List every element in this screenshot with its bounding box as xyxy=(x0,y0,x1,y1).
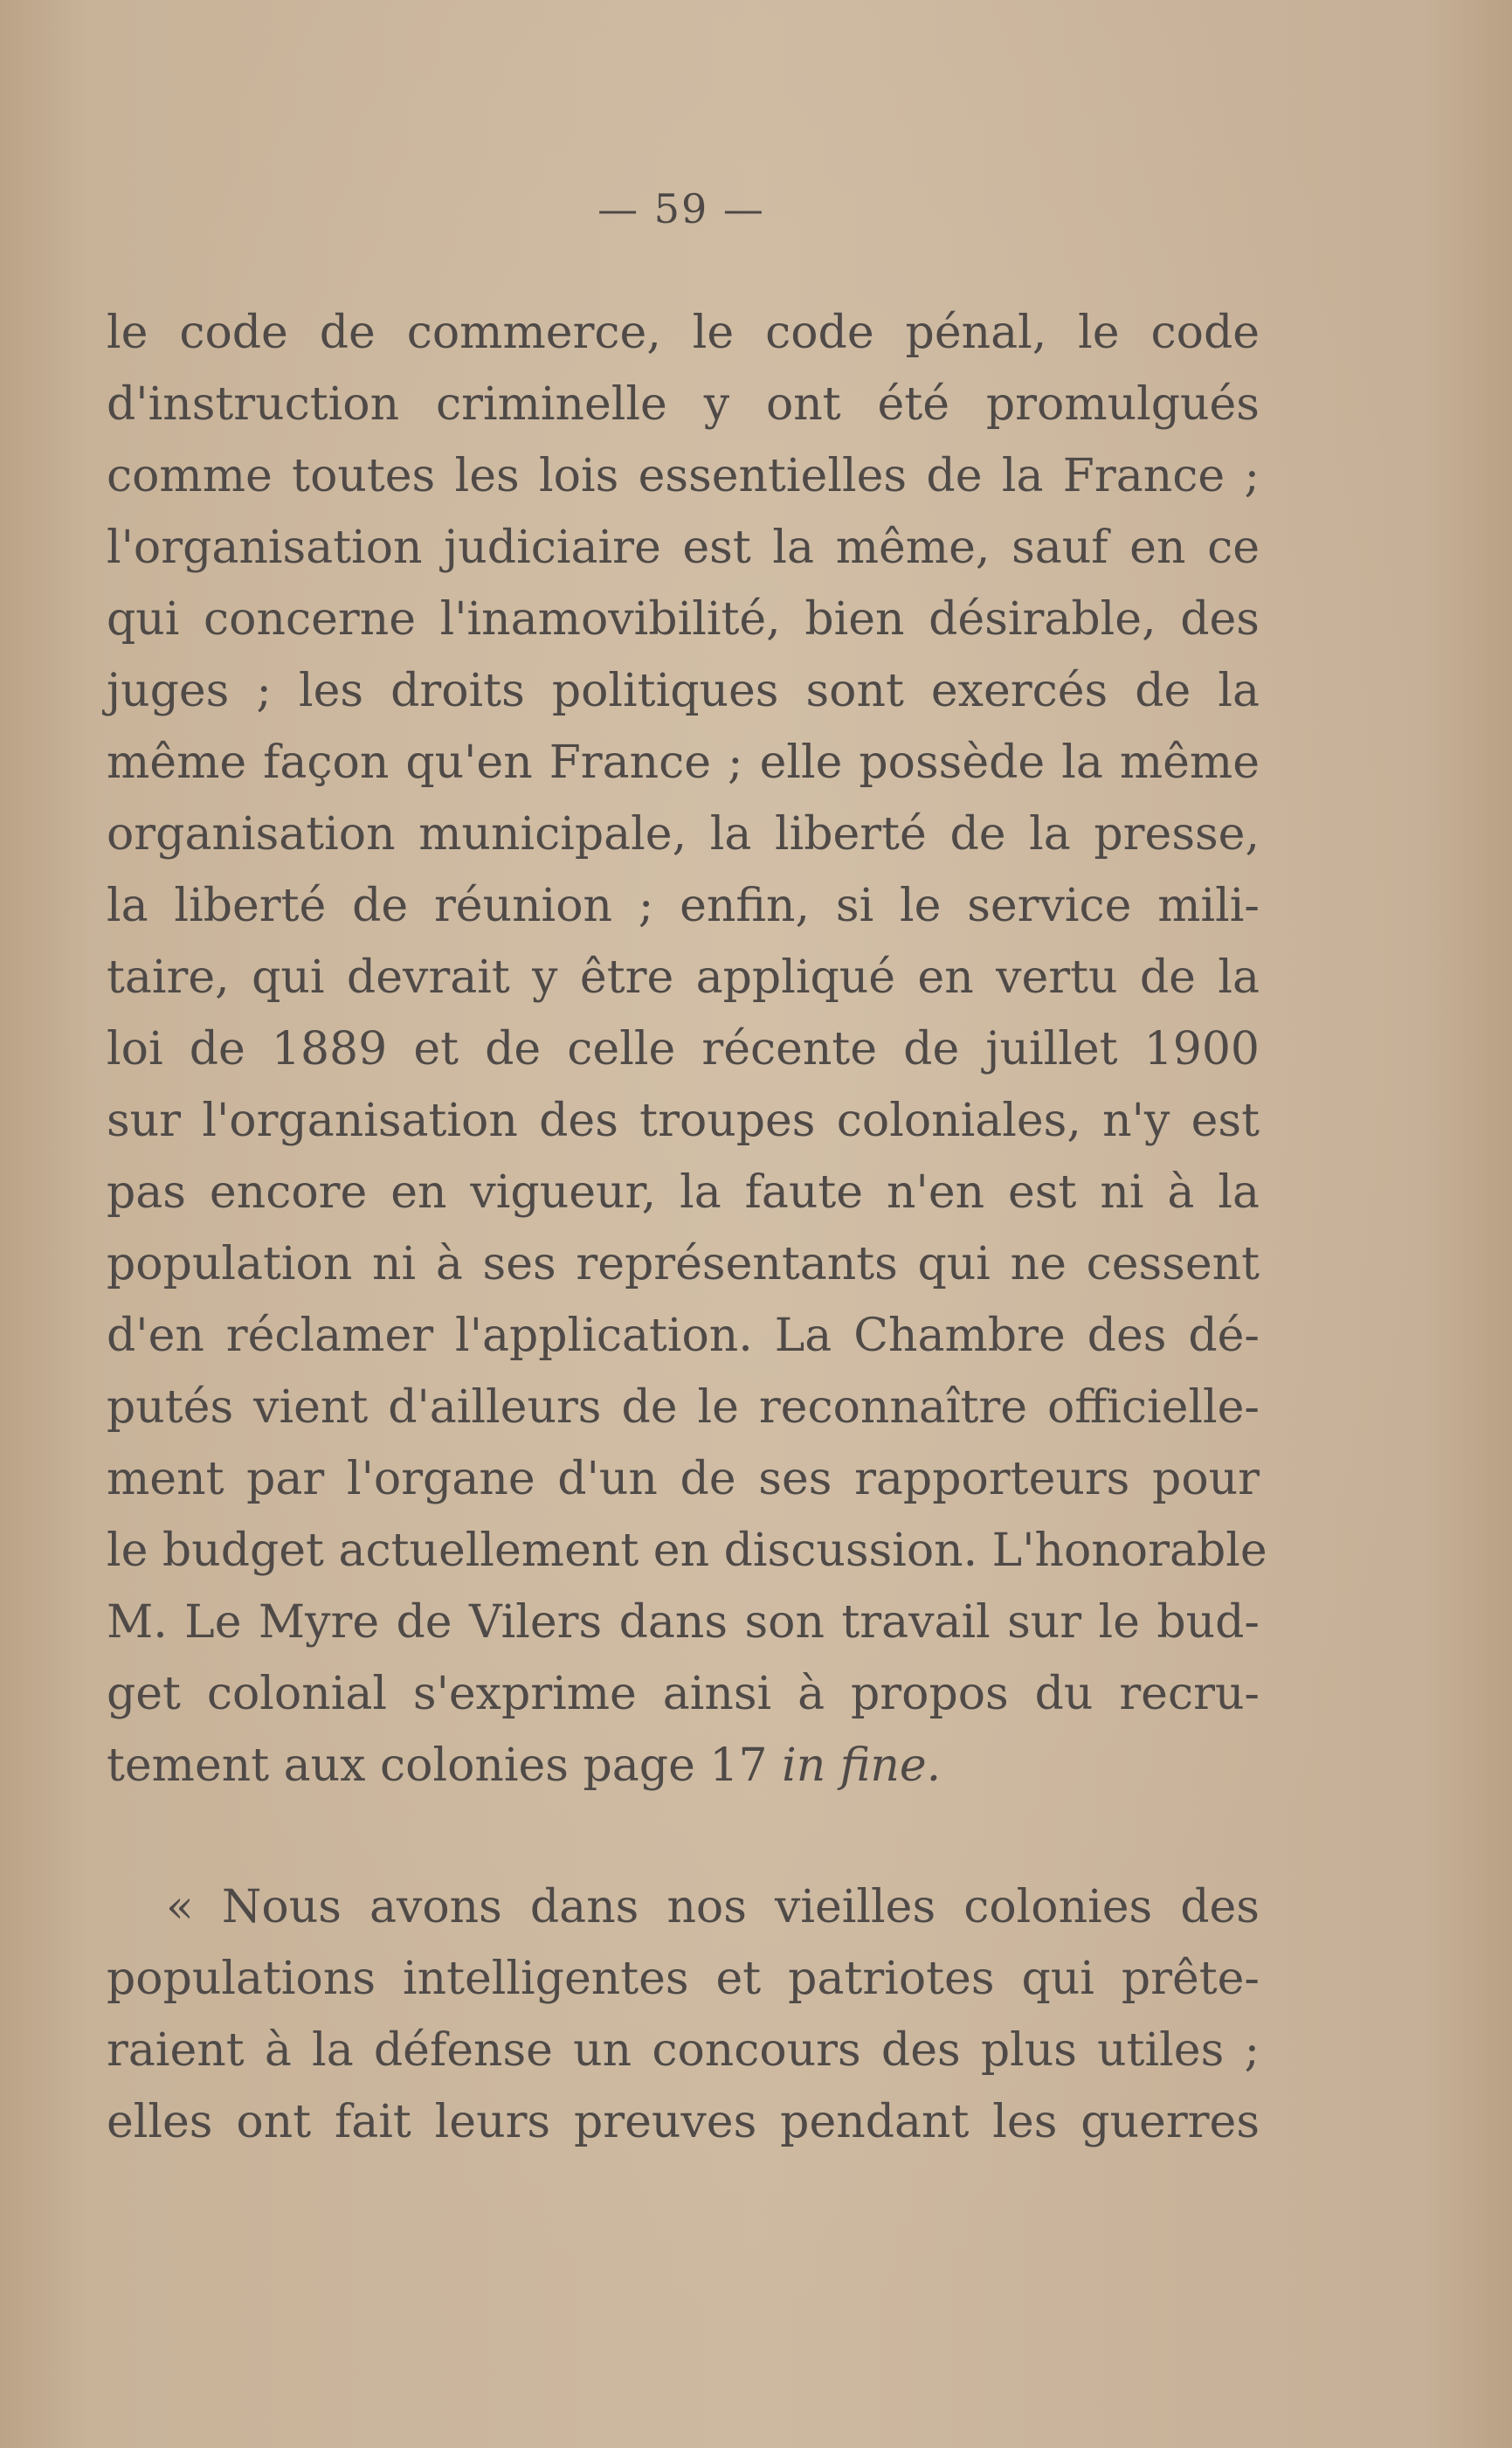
text-line-last xyxy=(107,1730,1260,1801)
body-text xyxy=(107,297,1267,2158)
text-line: populations intelligentes et patriotes qui prête- xyxy=(107,1953,1260,2005)
text-line: sur l'organisation des troupes coloniales, n'y est xyxy=(107,1095,1260,1147)
text-line: la liberté de réunion ; enfin, si le service mili- xyxy=(107,880,1260,932)
text-line: raient à la défense un concours des plus utiles ; xyxy=(107,2024,1260,2077)
text-line: get colonial s'exprime ainsi à propos du recru- xyxy=(107,1668,1260,1720)
text-line: taire, qui devrait y être appliqué en vertu de la xyxy=(107,951,1260,1004)
paragraph-gap xyxy=(107,1801,1260,1871)
text-line: comme toutes les lois essentielles de la France ; xyxy=(107,450,1260,502)
text-line: le budget actuellement en discussion. L'honorable xyxy=(107,1525,1267,1577)
text-line: loi de 1889 et de celle récente de juillet 1900 xyxy=(107,1023,1260,1075)
text-line: juges ; les droits politiques sont exercés de la xyxy=(107,665,1260,717)
paragraph-2 xyxy=(107,1871,1260,2158)
italic-phrase: in fine. xyxy=(782,1739,942,1792)
text-line: putés vient d'ailleurs de le reconnaître officielle- xyxy=(107,1381,1260,1434)
text-line: elles ont fait leurs preuves pendant les guerres xyxy=(107,2096,1260,2148)
text-line: ment par l'organe d'un de ses rapporteurs pour xyxy=(107,1453,1260,1505)
paragraph-1 xyxy=(107,297,1267,1801)
text-line: d'en réclamer l'application. La Chambre des dé- xyxy=(107,1310,1260,1362)
text-line: d'instruction criminelle y ont été promulgués xyxy=(107,378,1260,431)
last-line-text: tement aux colonies page 17 xyxy=(107,1739,783,1792)
text-line: M. Le Myre de Vilers dans son travail sur le bud- xyxy=(107,1596,1260,1649)
text-line: population ni à ses représentants qui ne cessent xyxy=(107,1238,1260,1290)
text-line: même façon qu'en France ; elle possède la même xyxy=(107,736,1260,789)
text-line: qui concerne l'inamovibilité, bien désirable, des xyxy=(107,593,1260,646)
text-line: le code de commerce, le code pénal, le code xyxy=(107,307,1260,359)
text-line: l'organisation judiciaire est la même, sauf en ce xyxy=(107,522,1260,574)
page-number: — 59 — xyxy=(597,185,765,232)
text-line: « Nous avons dans nos vieilles colonies des xyxy=(166,1881,1260,1933)
text-line: organisation municipale, la liberté de la presse, xyxy=(107,808,1260,861)
text-line: pas encore en vigueur, la faute n'en est ni à la xyxy=(107,1166,1260,1219)
